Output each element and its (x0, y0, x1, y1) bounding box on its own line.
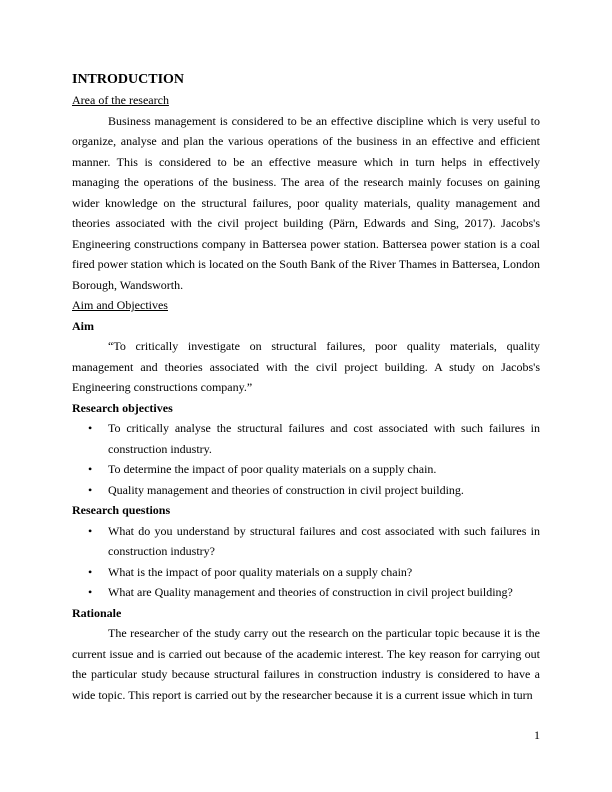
rationale-paragraph: The researcher of the study carry out the research on the particular topic because it is the current issue and is carried out because of the academic interest. The key reason for carrying out the particular study because structural failures in construction industry is considered to have a wide topic. This report is carried out by the researcher because it is a current issue which in turn (72, 626, 540, 702)
aim-paragraph: “To critically investigate on structural failures, poor quality materials, quality management and theories associated with the civil project building. A study on Jacobs's Engineering constructions company.” (72, 339, 540, 394)
bullet-icon: • (88, 523, 93, 538)
list-item (72, 582, 540, 603)
aims-section-title: Aim and Objectives (72, 298, 168, 312)
area-paragraph (72, 111, 540, 296)
area-citation: Pärn, Edwards and Sing, 2017 (332, 216, 489, 230)
bullet-icon: • (88, 482, 93, 497)
questions-list (72, 521, 540, 603)
page-title: INTRODUCTION (72, 72, 185, 87)
list-item-text: Quality management and theories of construction in civil project building. (108, 482, 464, 497)
document-page (72, 70, 540, 705)
list-item-text: What do you understand by structural failures and cost associated with such failures in construction industry? (108, 523, 540, 558)
list-item (72, 562, 540, 583)
list-item (72, 521, 540, 562)
bullet-icon: • (88, 462, 93, 476)
objectives-list (72, 418, 540, 500)
list-item-text: What is the impact of poor quality materials on a supply chain? (108, 564, 413, 579)
rationale-heading: Rationale (72, 605, 122, 620)
area-text-start: Business management is considered to be an effective discipline which is very useful to organize, analyse and plan the various operations of the business in an effective and efficient manner. This is considered to be an effective measure which in turn helps in effectively managing the operations of the business. The area of the research mainly focuses on gaining wider knowledge on the structural failures, poor quality materials, quality management and theories associated with the civil project building ( (72, 113, 540, 230)
list-item-text: To critically analyse the structural failures and cost associated with such failures in construction industry. (108, 421, 540, 456)
list-item (72, 480, 540, 501)
bullet-icon: • (88, 564, 93, 579)
area-text-end: ). Jacobs's Engineering constructions company in Battersea power station. Battersea power station is a coal fired power station which is located on the South Bank of the River Thames in Battersea, London Borough, Wandsworth. (72, 216, 541, 292)
list-item (72, 418, 540, 459)
list-item-text: To determine the impact of poor quality materials on a supply chain. (108, 462, 437, 476)
list-item-text: What are Quality management and theories of construction in civil project building? (108, 585, 513, 599)
list-item (72, 459, 540, 480)
area-section-title: Area of the research (72, 93, 169, 107)
bullet-icon: • (88, 585, 93, 599)
questions-heading: Research questions (72, 503, 171, 517)
bullet-icon: • (88, 421, 93, 435)
objectives-heading: Research objectives (72, 400, 173, 415)
page-number: 1 (534, 728, 540, 742)
aim-label: Aim (72, 318, 94, 333)
